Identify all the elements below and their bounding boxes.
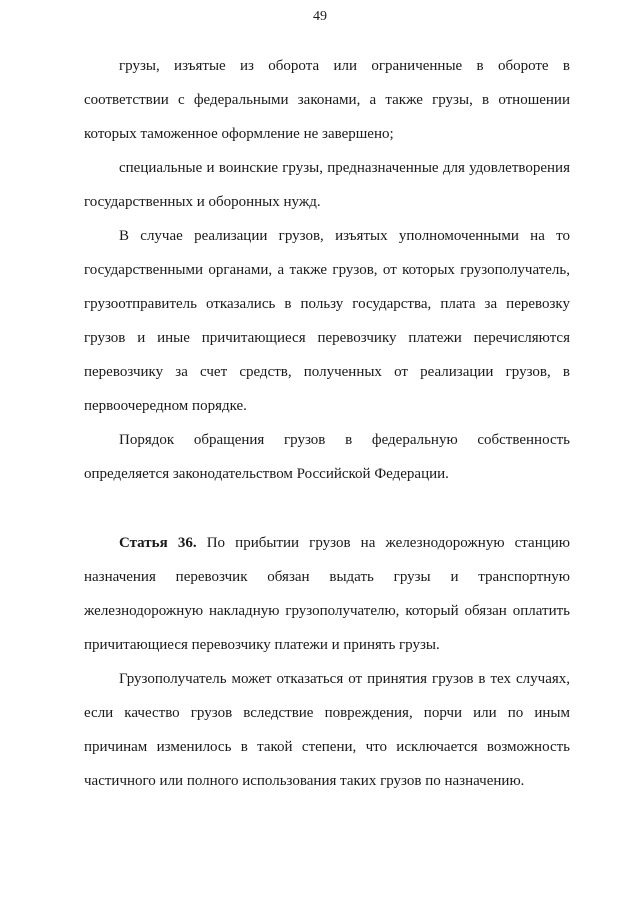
paragraph-federal-ownership: Порядок обращения грузов в федеральную собственность определяется законодательством Российской Федерации. — [84, 432, 570, 482]
section-gap — [84, 491, 570, 526]
paragraph-sale-of-cargo: В случае реализации грузов, изъятых уполномоченными на то государственными органами, а также грузов, от которых грузополучатель, грузоотправитель отказались в пользу государства, плата за перевозку грузов и иные причитающиеся перевозчику платежи перечисляются перевозчику за счет средств, полученных от реализации грузов, в первоочередном порядке. — [84, 228, 570, 414]
paragraph-special-cargo: специальные и воинские грузы, предназначенные для удовлетворения государственных и оборонных нужд. — [84, 160, 570, 210]
document-body — [84, 49, 570, 798]
paragraph-refusal-of-cargo: Грузополучатель может отказаться от принятия грузов в тех случаях, если качество грузов вследствие повреждения, порчи или по иным причинам изменилось в такой степени, что исключается возможность частичного или полного использования таких грузов по назначению. — [84, 671, 570, 789]
paragraph-prohibited-cargo: грузы, изъятые из оборота или ограниченные в обороте в соответствии с федеральными законами, а также грузы, в отношении которых таможенное оформление не завершено; — [84, 58, 570, 142]
article-heading: Статья 36. — [119, 535, 197, 551]
article-text: По прибытии грузов на железнодорожную станцию назначения перевозчик обязан выдать грузы и транспортную железнодорожную накладную грузополучателю, который обязан оплатить причитающиеся перевозчику платежи и принять грузы. — [84, 535, 570, 653]
article-36-paragraph — [84, 526, 570, 662]
page-number: 49 — [313, 9, 327, 24]
